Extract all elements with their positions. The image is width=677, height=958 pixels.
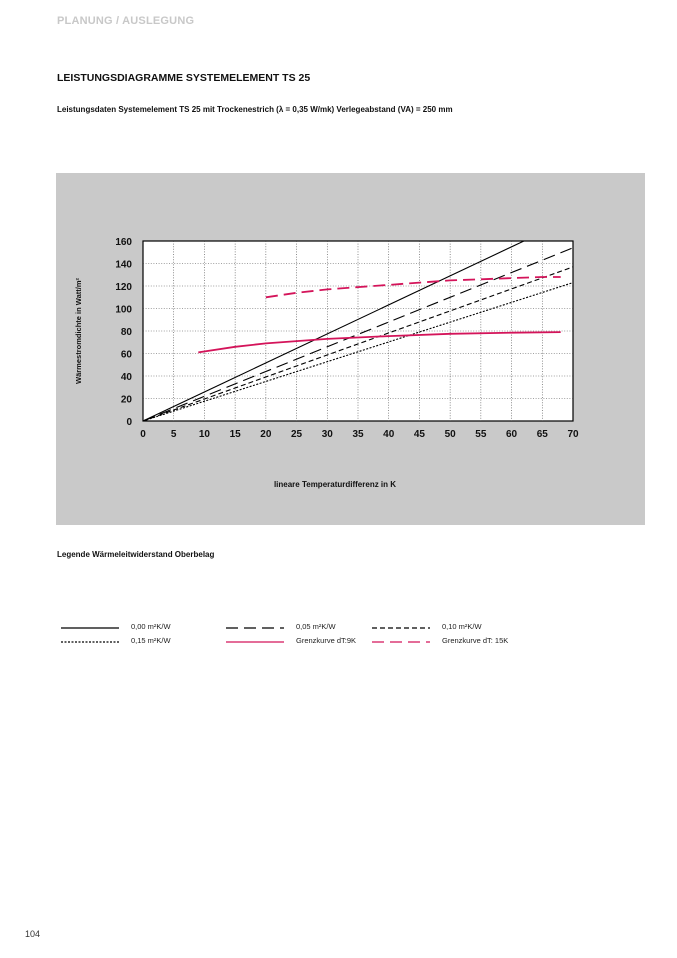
y-tick-label: 120 bbox=[115, 282, 132, 293]
x-tick-label: 5 bbox=[170, 429, 177, 440]
x-tick-label: 40 bbox=[383, 429, 395, 440]
x-tick-label: 60 bbox=[506, 429, 518, 440]
x-axis-label: lineare Temperaturdifferenz in K bbox=[273, 480, 397, 489]
page-title: LEISTUNGSDIAGRAMME SYSTEMELEMENT TS 25 bbox=[57, 72, 311, 84]
x-tick-label: 70 bbox=[567, 429, 579, 440]
y-tick-label: 80 bbox=[120, 327, 132, 338]
legend-swatch-longdash bbox=[226, 624, 286, 632]
y-tick-labels bbox=[115, 237, 132, 428]
x-tick-label: 35 bbox=[352, 429, 364, 440]
y-axis-label: Wärmestromdichte in Watt/m² bbox=[74, 278, 83, 384]
legend-label: Grenzkurve dT: 15K bbox=[442, 636, 509, 645]
legend-label: 0,00 m²K/W bbox=[131, 622, 171, 631]
x-tick-labels bbox=[140, 429, 579, 440]
y-tick-label: 140 bbox=[115, 259, 132, 271]
legend-item bbox=[372, 636, 572, 649]
x-tick-label: 65 bbox=[536, 429, 548, 440]
section-label: PLANUNG / AUSLEGUNG bbox=[57, 15, 195, 27]
y-tick-label: 40 bbox=[120, 372, 132, 383]
chart-panel bbox=[56, 173, 645, 525]
x-tick-label: 25 bbox=[291, 429, 303, 440]
legend-swatch-dash bbox=[372, 624, 432, 632]
legend-swatch-finedash bbox=[61, 638, 121, 646]
y-tick-label: 100 bbox=[115, 304, 132, 316]
x-tick-label: 45 bbox=[413, 429, 425, 440]
x-tick-label: 50 bbox=[444, 429, 456, 440]
y-tick-label: 160 bbox=[115, 237, 132, 248]
x-tick-label: 30 bbox=[321, 429, 333, 440]
legend-title: Legende Wärmeleitwiderstand Oberbelag bbox=[57, 550, 215, 559]
legend-item bbox=[372, 622, 572, 635]
page-number: 104 bbox=[25, 929, 41, 939]
legend-swatch-solid bbox=[61, 624, 121, 632]
legend bbox=[56, 622, 616, 656]
legend-label: 0,10 m²K/W bbox=[442, 622, 482, 631]
legend-label: 0,15 m²K/W bbox=[131, 636, 171, 645]
performance-chart bbox=[56, 173, 645, 525]
x-tick-label: 55 bbox=[475, 429, 487, 440]
y-tick-label: 20 bbox=[120, 394, 132, 406]
x-tick-label: 15 bbox=[229, 429, 241, 440]
legend-label: 0,05 m²K/W bbox=[296, 622, 336, 631]
legend-label: Grenzkurve dT:9K bbox=[296, 636, 357, 645]
x-tick-label: 20 bbox=[260, 429, 272, 440]
legend-swatch-limit-dash bbox=[372, 638, 432, 646]
page-subtitle: Leistungsdaten Systemelement TS 25 mit Trockenestrich (λ = 0,35 W/mk) Verlegeabstand (VA) = 250 mm bbox=[57, 105, 453, 114]
y-tick-label: 0 bbox=[126, 417, 132, 428]
legend-swatch-limit-solid bbox=[226, 638, 286, 646]
x-tick-label: 0 bbox=[140, 429, 146, 440]
x-tick-label: 10 bbox=[198, 429, 210, 440]
y-tick-label: 60 bbox=[120, 349, 132, 361]
